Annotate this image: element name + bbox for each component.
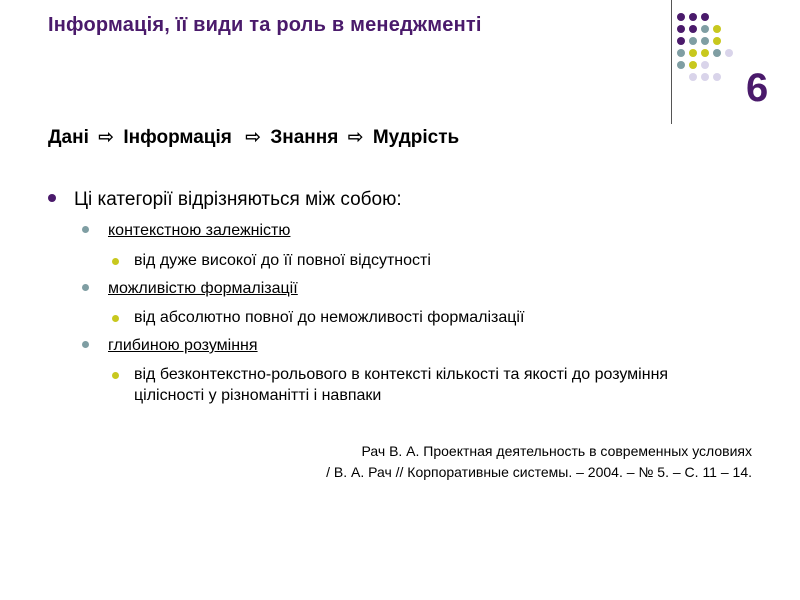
decorative-dot bbox=[701, 25, 709, 33]
decorative-dot bbox=[677, 49, 685, 57]
category-label: контекстною залежністю bbox=[108, 222, 291, 239]
decorative-dot bbox=[689, 25, 697, 33]
decorative-dot bbox=[701, 49, 709, 57]
category-formalization bbox=[82, 280, 298, 298]
intro-bullet bbox=[48, 189, 402, 211]
decorative-dot bbox=[689, 37, 697, 45]
reference-line-2: / В. А. Рач // Корпоративные системы. – 2004. – № 5. – С. 11 – 14. bbox=[326, 464, 752, 480]
slide-title: Інформація, її види та роль в менеджменті bbox=[48, 14, 482, 36]
decorative-dot bbox=[701, 61, 709, 69]
decorative-dot-grid bbox=[0, 0, 800, 130]
category-detail bbox=[112, 364, 722, 406]
arrow-right-icon: ⇨ bbox=[245, 127, 262, 148]
knowledge-chain bbox=[48, 126, 459, 149]
chain-item-wisdom: Мудрість bbox=[372, 127, 460, 148]
bullet-dot-icon bbox=[82, 226, 89, 233]
intro-text: Ці категорії відрізняються між собою: bbox=[74, 189, 402, 210]
decorative-dot bbox=[713, 49, 721, 57]
reference-citation bbox=[326, 441, 752, 483]
decorative-dot bbox=[677, 61, 685, 69]
bullet-dot-icon bbox=[82, 341, 89, 348]
category-detail bbox=[112, 250, 732, 271]
decorative-dot bbox=[725, 49, 733, 57]
category-label: можливістю формалізації bbox=[108, 280, 298, 297]
detail-text: від дуже високої до її повної відсутності bbox=[134, 252, 431, 269]
bullet-dot-icon bbox=[112, 315, 119, 322]
chain-item-information: Інформація bbox=[123, 127, 232, 148]
category-context bbox=[82, 222, 290, 240]
decorative-dot bbox=[677, 37, 685, 45]
decorative-dot bbox=[677, 25, 685, 33]
decorative-dot bbox=[689, 13, 697, 21]
decorative-dot bbox=[689, 73, 697, 81]
detail-text: від безконтекстно-рольового в контексті кількості та якості до розуміння цілісності у різноманітті і навпаки bbox=[134, 366, 669, 404]
bullet-dot-icon bbox=[112, 372, 119, 379]
decorative-dot bbox=[689, 49, 697, 57]
category-detail bbox=[112, 307, 732, 328]
decorative-dot bbox=[701, 73, 709, 81]
bullet-dot-icon bbox=[82, 284, 89, 291]
chain-item-data: Дані bbox=[48, 127, 89, 148]
slide-number: 6 bbox=[746, 66, 769, 110]
decorative-dot bbox=[701, 37, 709, 45]
bullet-dot-icon bbox=[48, 194, 56, 202]
detail-text: від абсолютно повної до неможливості формалізації bbox=[134, 309, 525, 326]
category-understanding bbox=[82, 337, 258, 355]
arrow-right-icon: ⇨ bbox=[347, 127, 364, 148]
decorative-dot bbox=[689, 61, 697, 69]
arrow-right-icon: ⇨ bbox=[98, 127, 115, 148]
category-label: глибиною розуміння bbox=[108, 337, 258, 354]
decorative-dot bbox=[713, 25, 721, 33]
decorative-dot bbox=[713, 37, 721, 45]
chain-item-knowledge: Знання bbox=[270, 127, 339, 148]
decorative-dot bbox=[677, 13, 685, 21]
decorative-dot bbox=[701, 13, 709, 21]
reference-line-1: Рач В. А. Проектная деятельность в современных условиях bbox=[361, 443, 752, 459]
decorative-dot bbox=[713, 73, 721, 81]
bullet-dot-icon bbox=[112, 258, 119, 265]
